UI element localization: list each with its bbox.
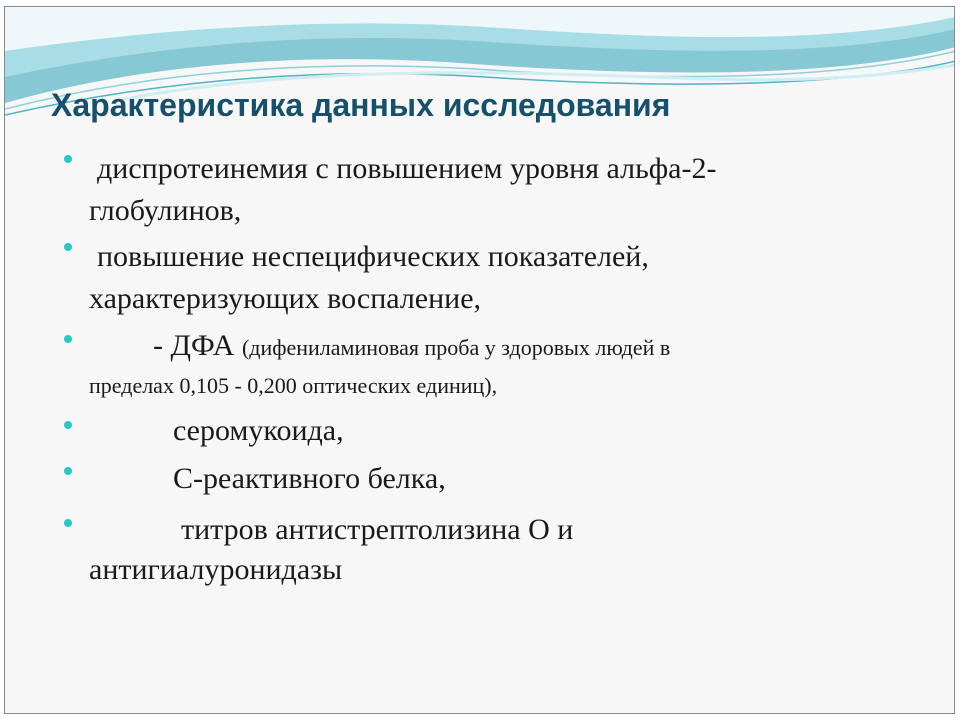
slide-title: Характеристика данных исследования xyxy=(51,87,671,123)
list-item-text-line-1: титров антистрептолизина О и xyxy=(181,513,574,546)
list-item-text-line-1 xyxy=(153,329,670,365)
bullet-dot-icon xyxy=(64,519,72,527)
list-item-text-line-2: пределах 0,105 - 0,200 оптических единиц), xyxy=(89,373,498,398)
list-item-text-line-1: серомукоида, xyxy=(173,414,344,447)
bullet-dot-icon xyxy=(64,421,72,429)
list-item-text-line-2: характеризующих воспаление, xyxy=(89,282,482,315)
dfa-label: - ДФА xyxy=(153,329,235,362)
bullet-dot-icon xyxy=(64,243,72,251)
list-item-text-line-2: глобулинов, xyxy=(89,194,242,227)
list-item-text-line-1: С-реактивного белка, xyxy=(173,462,446,495)
list-item-text-line-2: антигиалуронидазы xyxy=(89,553,343,586)
bullet-dot-icon xyxy=(64,335,72,343)
list-item-text-line-1: диспротеинемия с повышением уровня альфа-2- xyxy=(97,152,717,185)
bullet-dot-icon xyxy=(64,155,72,163)
list-item-text-line-1: повышение неспецифических показателей, xyxy=(97,240,649,273)
bullet-list xyxy=(5,7,955,714)
bullet-dot-icon xyxy=(64,467,72,475)
slide-frame xyxy=(4,6,955,714)
dfa-description: (дифениламиновая проба у здоровых людей в xyxy=(241,335,671,360)
